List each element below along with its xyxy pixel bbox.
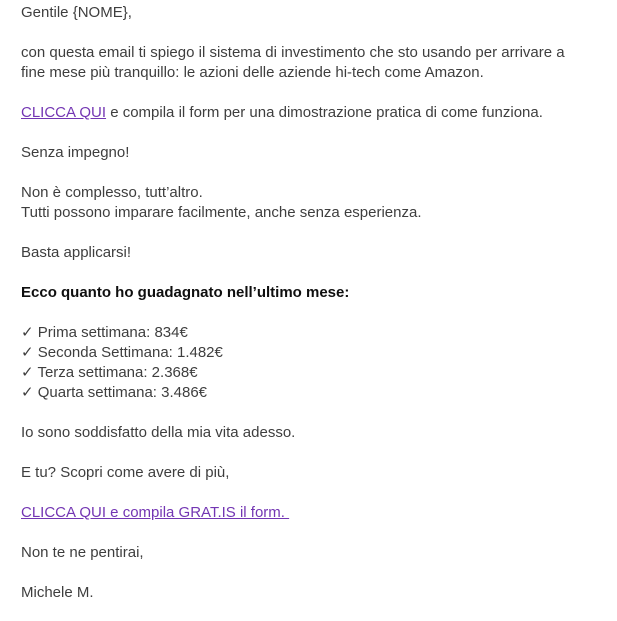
simple-line-2: Tutti possono imparare facilmente, anche senza esperienza. xyxy=(21,204,422,221)
cta1-rest-text: e compila il form per una dimostrazione pratica di come funziona. xyxy=(106,104,543,121)
intro-line-1: con questa email ti spiego il sistema di investimento che sto usando per arrivare a xyxy=(21,44,565,61)
intro-paragraph xyxy=(21,43,599,83)
simple-paragraph xyxy=(21,183,599,223)
intro-line-2: fine mese più tranquillo: le azioni delle aziende hi-tech come Amazon. xyxy=(21,64,484,81)
greeting: Gentile {NOME}, xyxy=(21,4,132,21)
earnings-item-week3: ✓ Terza settimana: 2.368€ xyxy=(21,364,198,381)
clicca-qui-link-1[interactable]: CLICCA QUI xyxy=(21,104,107,121)
cta2-paragraph xyxy=(21,503,599,523)
apply-line: Basta applicarsi! xyxy=(21,244,132,261)
earnings-list xyxy=(21,323,599,403)
no-obligation-line: Senza impegno! xyxy=(21,144,130,161)
question-line: E tu? Scopri come avere di più, xyxy=(21,464,230,481)
earnings-item-week4: ✓ Quarta settimana: 3.486€ xyxy=(21,384,208,401)
earnings-item-week1: ✓ Prima settimana: 834€ xyxy=(21,324,188,341)
earnings-item-week2: ✓ Seconda Settimana: 1.482€ xyxy=(21,344,223,361)
cta1-paragraph xyxy=(21,103,599,123)
signature: Michele M. xyxy=(21,584,94,601)
closing-line: Non te ne pentirai, xyxy=(21,544,144,561)
earnings-heading: Ecco quanto ho guadagnato nell’ultimo mese: xyxy=(21,284,350,301)
clicca-qui-link-2[interactable]: CLICCA QUI e compila GRAT.IS il form. xyxy=(21,504,290,521)
simple-line-1: Non è complesso, tutt’altro. xyxy=(21,184,203,201)
satisfied-line: Io sono soddisfatto della mia vita adesso. xyxy=(21,424,296,441)
